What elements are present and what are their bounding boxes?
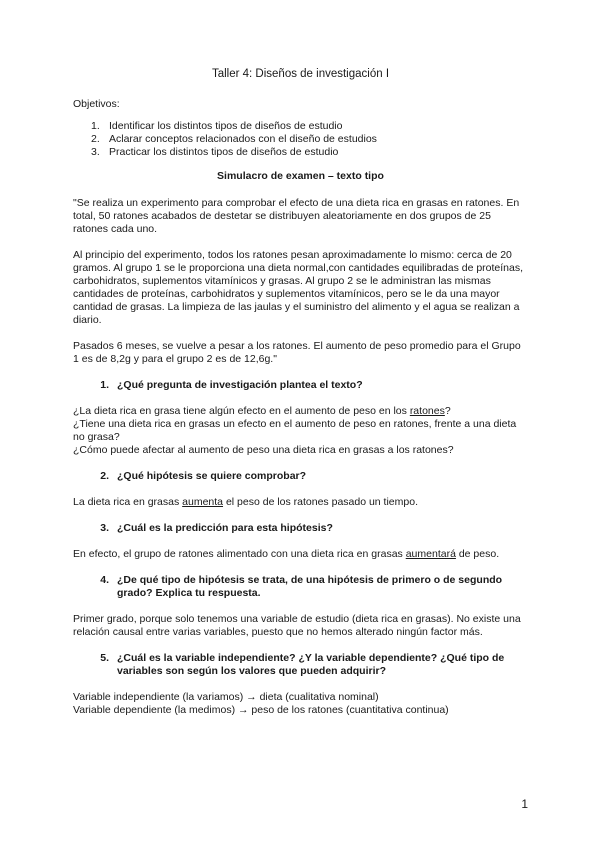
answer-line: Variable dependiente (la medimos) → peso de los ratones (cuantitativa continua): [73, 704, 449, 716]
question-number: 4.: [100, 574, 109, 586]
answer: En efecto, el grupo de ratones alimentado con una dieta rica en grasas aumentará de peso.: [73, 548, 500, 560]
paragraph: "Se realiza un experimento para comprobar el efecto de una dieta rica en grasas en ratones. En total, 50 ratones acabados de destetar se distribuyen aleatoriamente en dos grupos de 25 ratones cada uno.: [73, 197, 520, 235]
answer-line: ¿Tiene una dieta rica en grasas un efecto en el aumento de peso en ratones, frente a una dieta no grasa?: [73, 418, 517, 443]
objective-item: 1. Identificar los distintos tipos de diseños de estudio: [91, 120, 343, 132]
question-text: ¿Cuál es la variable independiente? ¿Y la variable dependiente? ¿Qué tipo de variables son según los valores que pueden adquirir?: [117, 652, 505, 677]
document-title: Taller 4: Diseños de investigación I: [211, 68, 390, 80]
question-text: ¿Cuál es la predicción para esta hipótesis?: [117, 522, 333, 534]
question-number: 2.: [100, 470, 109, 482]
question: [73, 652, 528, 678]
paragraph: Pasados 6 meses, se vuelve a pesar a los ratones. El aumento de peso promedio para el Grupo 1 es de 8,2g y para el grupo 2 es de 12,6g.": [73, 340, 521, 365]
document-page: [73, 68, 528, 730]
question: [73, 379, 528, 392]
question-number: 3.: [100, 522, 109, 534]
question: [73, 574, 528, 600]
objectives-label: Objetivos:: [73, 98, 120, 110]
answer-line: ¿La dieta rica en grasa tiene algún efecto en el aumento de peso en los ratones?: [73, 405, 451, 417]
answer: [73, 691, 528, 717]
question-text: ¿De qué tipo de hipótesis se trata, de una hipótesis de primero o de segundo grado? Explica tu respuesta.: [117, 574, 503, 599]
answer: Primer grado, porque solo tenemos una variable de estudio (dieta rica en grasas). No existe una relación causal entre varias variables, puesto que no hemos alterado ningún factor más.: [73, 613, 521, 638]
question-number: 1.: [100, 379, 109, 391]
answer: [73, 405, 528, 457]
answer: La dieta rica en grasas aumenta el peso de los ratones pasado un tiempo.: [73, 496, 418, 508]
objectives-list: [73, 120, 528, 159]
answer-line: Variable independiente (la variamos) → dieta (cualitativa nominal): [73, 691, 379, 703]
objective-item: 2. Aclarar conceptos relacionados con el diseño de estudios: [91, 133, 377, 145]
question-number: 5.: [100, 652, 109, 664]
question: [73, 522, 528, 535]
paragraph: Al principio del experimento, todos los ratones pesan aproximadamente lo mismo: cerca de 20 gramos. Al grupo 1 se le proporciona una dieta normal,con cantidades equilibradas de proteínas, carbohidratos, suplementos vitamínicos y grasas. Al grupo 2 se le administran las mismas cantidades de proteínas, carbohidratos y suplementos vitamínicos, pero se le da una mayor cantidad de grasas. La limpieza de las jaulas y el suministro del alimento y el agua se realizan a diario.: [73, 249, 524, 326]
objective-item: 3. Practicar los distintos tipos de diseños de estudio: [91, 146, 339, 158]
page-number: 1: [521, 797, 528, 811]
answer-line: ¿Cómo puede afectar al aumento de peso una dieta rica en grasas a los ratones?: [73, 444, 454, 456]
question-text: ¿Qué pregunta de investigación plantea el texto?: [117, 379, 363, 391]
question-text: ¿Qué hipótesis se quiere comprobar?: [117, 470, 307, 482]
question: [73, 470, 528, 483]
section-subtitle: Simulacro de examen – texto tipo: [217, 170, 384, 182]
